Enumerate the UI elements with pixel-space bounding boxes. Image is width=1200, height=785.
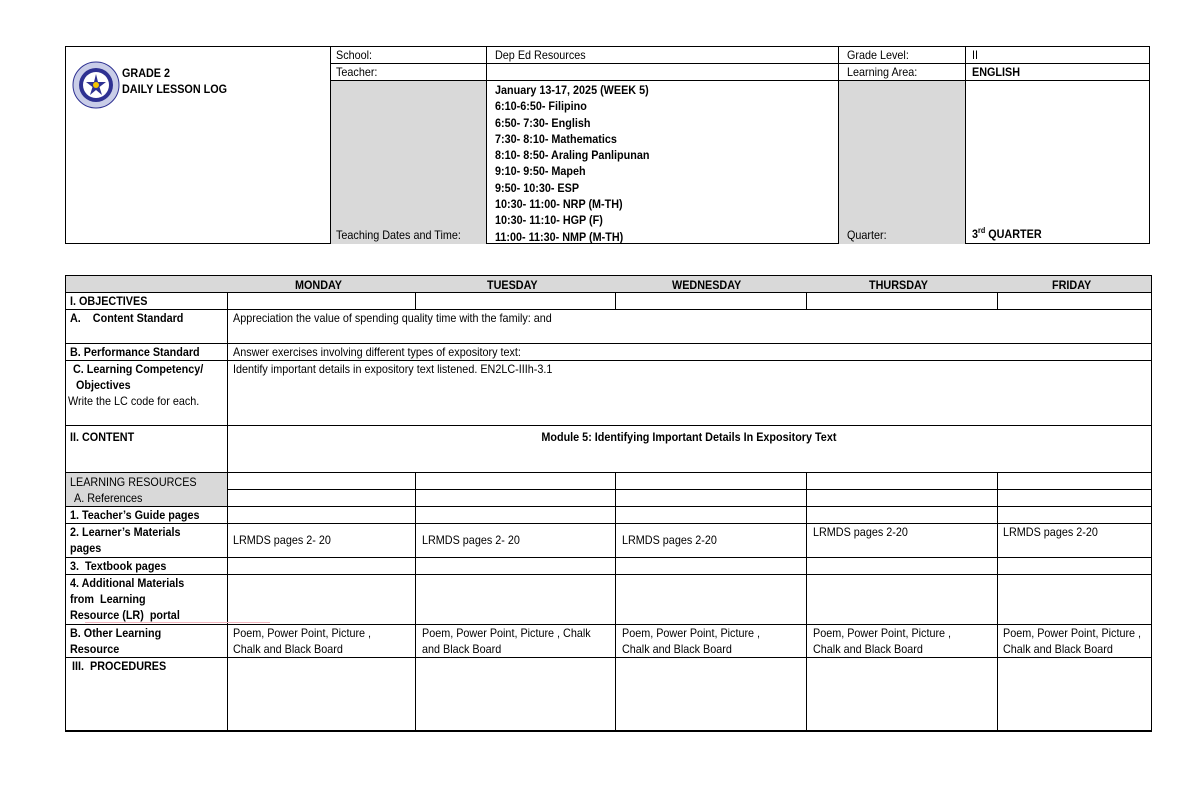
learners-materials-monday: LRMDS pages 2- 20 [227,523,416,558]
lr-tuesday [415,472,616,490]
schedule-line: 10:30- 11:10- HGP (F) [495,213,603,228]
teachers-guide-monday [227,506,416,524]
quarter-label: Quarter: [847,228,887,242]
references-wednesday [615,489,807,507]
textbook-pages-label: 3. Textbook pages [65,557,228,575]
textbook-friday [997,557,1152,575]
grade-level-value: II [972,48,979,62]
day-thursday: THURSDAY [806,275,998,293]
textbook-monday [227,557,416,575]
objectives-thursday [806,292,998,310]
learning-resources-label: LEARNING RESOURCES [65,472,228,490]
procedures-tuesday [415,657,616,732]
schedule-line: 9:50- 10:30- ESP [495,180,580,195]
schedule-line: 6:10-6:50- Filipino [495,99,587,114]
objectives-label: I. OBJECTIVES [65,292,228,310]
procedures-thursday [806,657,998,732]
procedures-monday [227,657,416,732]
header-title [122,65,239,97]
additional-friday [997,574,1152,625]
textbook-tuesday [415,557,616,575]
schedule-line: January 13-17, 2025 (WEEK 5) [495,83,649,97]
learning-area-label: Learning Area: [847,65,918,79]
schedule-line: 11:00- 11:30- NMP (M-TH) [495,229,624,244]
additional-monday [227,574,416,625]
content-value: Module 5: Identifying Important Details In Expository Text [227,425,1152,473]
references-thursday [806,489,998,507]
textbook-thursday [806,557,998,575]
additional-thursday [806,574,998,625]
references-label: A. References [65,489,228,507]
lesson-log-table [65,275,1152,732]
lesson-log-header [65,46,1150,244]
schedule-line: 10:30- 11:00- NRP (M-TH) [495,197,623,212]
quarter-label-cell [839,81,965,244]
objectives-friday [997,292,1152,310]
objectives-wednesday [615,292,807,310]
lr-thursday [806,472,998,490]
other-monday: Poem, Power Point, Picture , Chalk and Black Board [227,624,416,658]
additional-materials-label: 4. Additional Materials from Learning Resource (LR) portal [65,574,228,625]
title-grade: GRADE 2 [122,66,171,80]
objectives-tuesday [415,292,616,310]
references-friday [997,489,1152,507]
corner-cell [65,275,228,293]
other-tuesday: Poem, Power Point, Picture , Chalk and Black Board [415,624,616,658]
teachers-guide-friday [997,506,1152,524]
learners-materials-thursday: LRMDS pages 2-20 [806,523,998,558]
procedures-friday [997,657,1152,732]
other-wednesday: Poem, Power Point, Picture , Chalk and Black Board [615,624,807,658]
deped-seal-icon [72,61,120,109]
school-label: School: [336,48,373,62]
other-thursday: Poem, Power Point, Picture , Chalk and Black Board [806,624,998,658]
teaching-dates-label: Teaching Dates and Time: [336,228,461,242]
additional-tuesday [415,574,616,625]
schedule-line: 8:10- 8:50- Araling Panlipunan [495,148,650,163]
day-friday: FRIDAY [997,275,1152,293]
title-daily-lesson-log: DAILY LESSON LOG [122,82,228,96]
teachers-guide-label: 1. Teacher’s Guide pages [65,506,228,524]
schedule-line: 7:30- 8:10- Mathematics [495,131,617,146]
references-monday [227,489,416,507]
decorative-pink-line [85,622,270,623]
teachers-guide-tuesday [415,506,616,524]
performance-standard-label: B. Performance Standard [65,343,228,361]
additional-wednesday [615,574,807,625]
procedures-wednesday [615,657,807,732]
lr-monday [227,472,416,490]
lr-wednesday [615,472,807,490]
content-label: II. CONTENT [65,425,228,473]
learning-competency-label: C. Learning Competency/ Objectives Write the LC code for each. [65,360,228,426]
school-value: Dep Ed Resources [495,48,586,62]
day-tuesday: TUESDAY [415,275,616,293]
day-wednesday: WEDNESDAY [615,275,807,293]
teachers-guide-thursday [806,506,998,524]
learners-materials-wednesday: LRMDS pages 2-20 [615,523,807,558]
content-standard-value: Appreciation the value of spending quality time with the family: and [227,309,1152,344]
teacher-label: Teacher: [336,65,378,79]
procedures-label: III. PROCEDURES [65,657,228,732]
schedule-line: 9:10- 9:50- Mapeh [495,164,586,179]
learning-competency-value: Identify important details in expository text listened. EN2LC-IIIh-3.1 [227,360,1152,426]
learning-area-value: ENGLISH [972,65,1021,79]
teaching-dates-label-cell [331,81,486,244]
references-tuesday [415,489,616,507]
day-monday: MONDAY [227,275,416,293]
textbook-wednesday [615,557,807,575]
performance-standard-value: Answer exercises involving different types of expository text: [227,343,1152,361]
other-learning-resource-label: B. Other Learning Resource [65,624,228,658]
learners-materials-label: 2. Learner’s Materials pages [65,523,228,558]
content-standard-label: A. Content Standard [65,309,228,344]
learners-materials-tuesday: LRMDS pages 2- 20 [415,523,616,558]
quarter-value: 3rd QUARTER [972,226,1042,241]
lr-friday [997,472,1152,490]
learners-materials-friday: LRMDS pages 2-20 [997,523,1152,558]
objectives-monday [227,292,416,310]
schedule-list [495,82,667,245]
grade-level-label: Grade Level: [847,48,909,62]
teachers-guide-wednesday [615,506,807,524]
other-friday: Poem, Power Point, Picture , Chalk and Black Board [997,624,1152,658]
schedule-line: 6:50- 7:30- English [495,115,591,130]
